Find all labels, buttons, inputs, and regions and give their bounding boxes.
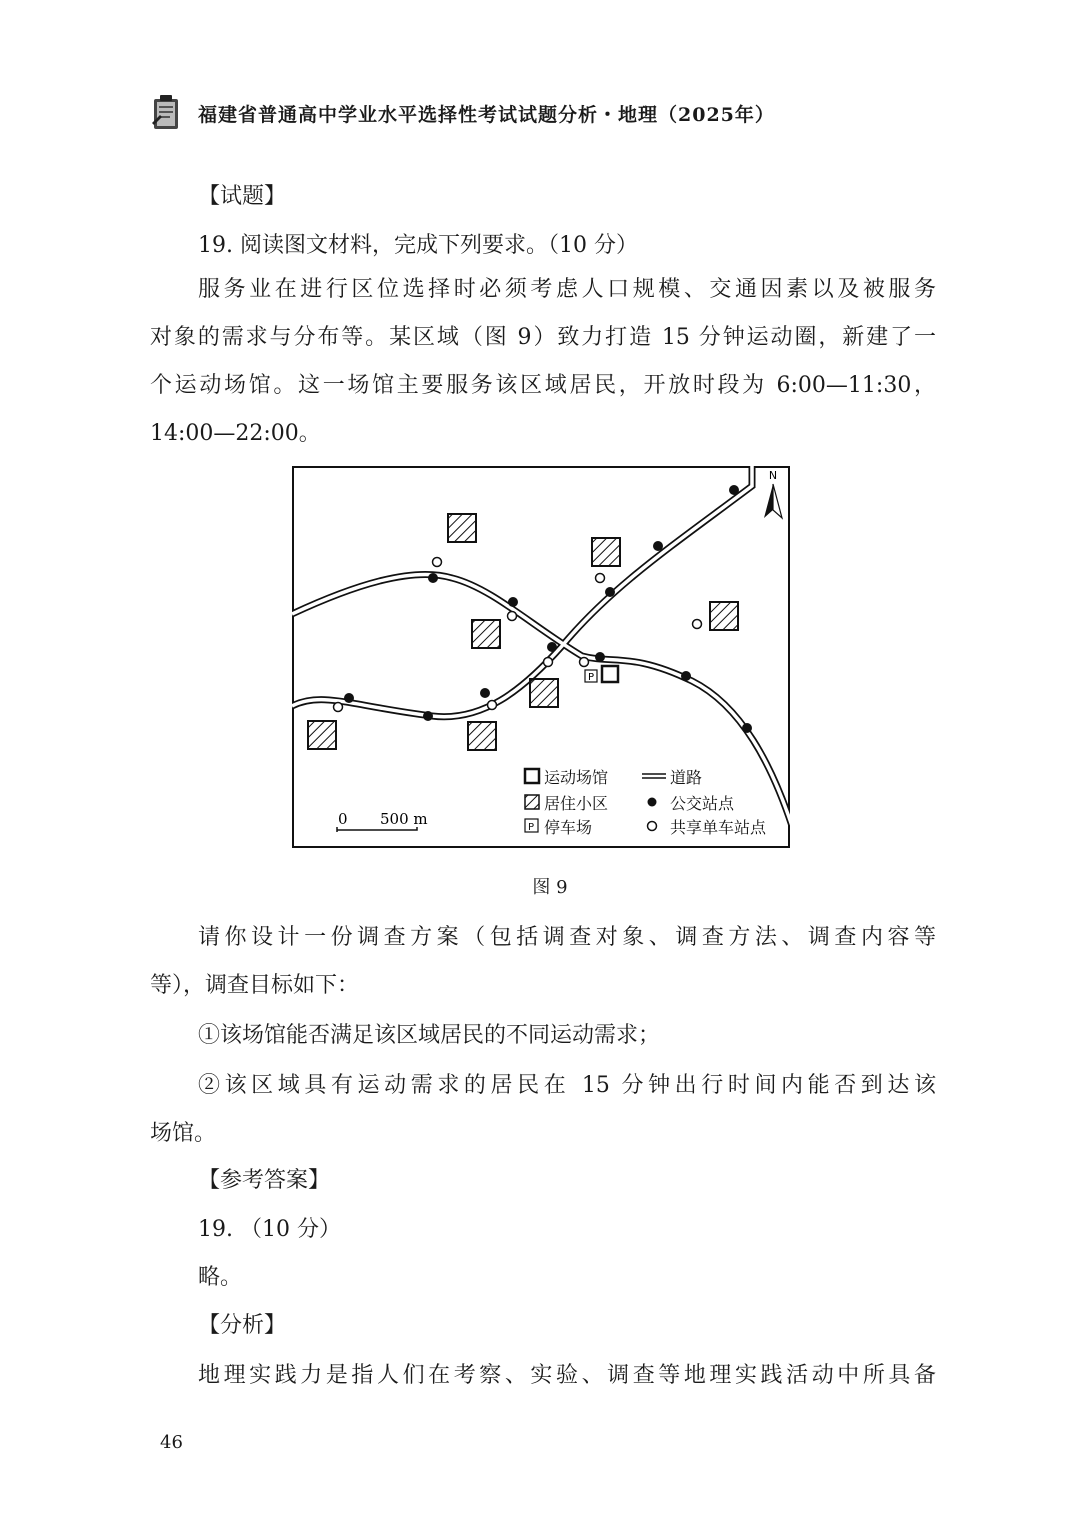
goal-1: ①该场馆能否满足该区域居民的不同运动需求； — [198, 1023, 661, 1048]
goal-2-line: 场馆。 — [150, 1121, 217, 1146]
material-paragraph — [150, 266, 936, 458]
legend-bus-symbol — [648, 798, 657, 807]
bus-stop — [423, 711, 433, 721]
scale-zero: 0 — [338, 810, 348, 828]
bike-stop — [544, 658, 553, 667]
scale-label: 500 m — [380, 810, 428, 828]
figure-caption: 图 9 — [532, 877, 568, 898]
map-figure — [292, 466, 790, 848]
material-line: 服务业在进行区位选择时必须考虑人口规模、交通因素以及被服务 — [198, 277, 936, 302]
bike-stop — [334, 703, 343, 712]
legend-parking-label: 停车场 — [544, 818, 593, 837]
map-svg — [292, 466, 790, 848]
bike-stop — [433, 558, 442, 567]
legend-bike-label: 共享单车站点 — [670, 818, 767, 837]
stadium — [602, 666, 618, 682]
answer-content: 略。 — [198, 1265, 243, 1290]
bike-stop — [580, 658, 589, 667]
page-number: 46 — [160, 1432, 183, 1453]
bus-stop — [508, 597, 518, 607]
bike-stop — [596, 574, 605, 583]
bus-stop — [653, 541, 663, 551]
residential-area — [530, 679, 558, 707]
legend-stadium-symbol — [525, 769, 539, 783]
bus-stop — [605, 587, 615, 597]
legend-stadium-label: 运动场馆 — [544, 768, 609, 787]
question-number-line: 19. 阅读图文材料，完成下列要求。（10 分） — [198, 233, 638, 258]
bike-stop — [693, 620, 702, 629]
material-line: 对象的需求与分布等。某区域（图 9）致力打造 15 分钟运动圈，新建了一 — [150, 325, 936, 350]
answer-number-line: 19. （10 分） — [198, 1217, 341, 1242]
header-title: 福建省普通高中学业水平选择性考试试题分析・地理（2025年） — [198, 103, 775, 126]
legend-residential-symbol — [525, 795, 539, 809]
bus-stop — [344, 693, 354, 703]
section-analysis-label: 【分析】 — [198, 1313, 287, 1338]
legend-parking-letter: P — [528, 822, 535, 833]
task-line: 等），调查目标如下： — [150, 973, 360, 998]
bike-stop — [508, 612, 517, 621]
material-line: 个运动场馆。这一场馆主要服务该区域居民，开放时段为 6:00—11:30， — [150, 373, 936, 398]
section-answer-label: 【参考答案】 — [198, 1168, 331, 1193]
task-paragraph — [150, 914, 936, 1010]
parking-symbol: P — [587, 672, 595, 683]
bus-stop — [595, 652, 605, 662]
goal-2-paragraph — [150, 1062, 936, 1158]
analysis-line: 地理实践力是指人们在考察、实验、调查等地理实践活动中所具备 — [198, 1363, 936, 1388]
legend-residential-label: 居住小区 — [544, 794, 609, 813]
task-line: 请你设计一份调查方案（包括调查对象、调查方法、调查内容等 — [198, 925, 936, 950]
bus-stop — [742, 723, 752, 733]
legend-bike-symbol — [648, 822, 657, 831]
material-line: 14:00—22:00。 — [150, 421, 321, 446]
residential-area — [448, 514, 476, 542]
north-label: N — [768, 469, 778, 482]
legend-bus-label: 公交站点 — [670, 794, 735, 813]
residential-area — [472, 620, 500, 648]
exam-paper-icon — [148, 93, 184, 133]
residential-area — [308, 721, 336, 749]
goal-2-line: ②该区域具有运动需求的居民在 15 分钟出行时间内能否到达该 — [198, 1073, 936, 1098]
legend-road-label: 道路 — [670, 768, 703, 787]
page-header — [148, 88, 775, 138]
residential-area — [468, 722, 496, 750]
bus-stop — [428, 573, 438, 583]
bus-stop — [480, 688, 490, 698]
bus-stop — [681, 671, 691, 681]
section-question-label: 【试题】 — [198, 184, 287, 209]
bike-stop — [488, 701, 497, 710]
residential-area — [710, 602, 738, 630]
bus-stop — [729, 485, 739, 495]
analysis-paragraph — [150, 1352, 936, 1400]
map-frame — [293, 467, 789, 847]
bus-stop — [547, 642, 557, 652]
residential-area — [592, 538, 620, 566]
